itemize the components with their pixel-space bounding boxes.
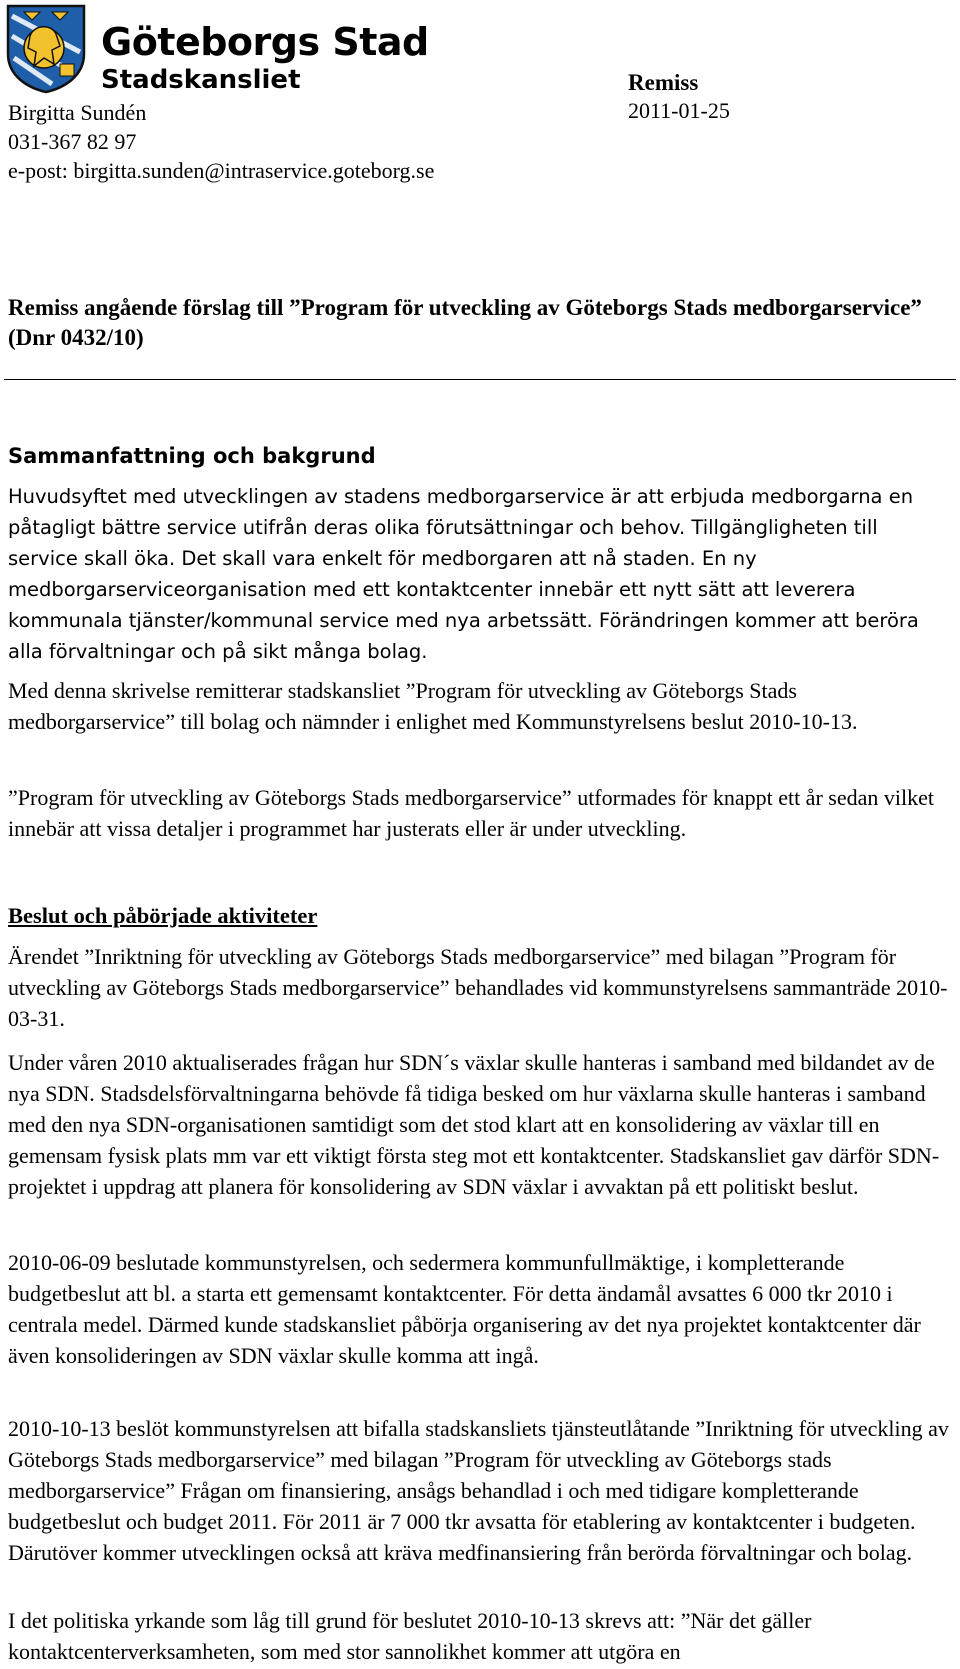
paragraph: Med denna skrivelse remitterar stadskansliet ”Program för utveckling av Göteborgs Stads medborgarservice” till bolag och nämnder i enlighet med Kommunstyrelsens beslut 2010-10-13. [8,678,858,734]
section-heading-decisions: Beslut och påbörjade aktiviteter [8,903,318,928]
paragraph: ”Program för utveckling av Göteborgs Stads medborgarservice” utformades för knappt ett år sedan vilket innebär att vissa detaljer i programmet har justerats eller är under utveckling. [8,785,934,841]
paragraph: Ärendet ”Inriktning för utveckling av Göteborgs Stads medborgarservice” med bilagan ”Program för utveckling av Göteborgs Stads medborgarservice” behandlades vid kommunstyrelsens sammanträde 2010-03-31. [8,944,948,1031]
section-heading-summary: Sammanfattning och bakgrund [8,444,376,468]
sender-block [8,98,434,185]
document-type: Remiss [628,70,699,95]
sender-email: e-post: birgitta.sunden@intraservice.goteborg.se [8,158,435,183]
org-name: Göteborgs Stad [101,20,429,64]
summary-paragraph: Huvudsyftet med utvecklingen av stadens medborgarservice är att erbjuda medborgarna en påtagligt bättre service utifrån deras olika förutsättningar och behov. Tillgängligheten till service skall öka. Det skall vara enkelt för medborgaren att nå staden. En ny medborgarserviceorganisation med ett kontaktcenter innebär ett nytt sätt att leverera kommunala tjänster/kommunal service med nya arbetssätt. Förändringen kommer att beröra alla förvaltningar och på sikt många bolag. [8,485,919,663]
paragraph: I det politiska yrkande som låg till grund för beslutet 2010-10-13 skrevs att: ”När det gäller kontaktcenterverksamheten, som med stor sannolikhet kommer att utgöra en [8,1608,812,1664]
letterhead-logo [4,2,429,97]
sender-phone: 031-367 82 97 [8,129,137,154]
paragraph: 2010-06-09 beslutade kommunstyrelsen, och sedermera kommunfullmäktige, i kompletterande budgetbeslut att bl. a starta ett gemensamt kontaktcenter. För detta ändamål avsattes 6 000 tkr 2010 i centrala medel. Därmed kunde stadskansliet påbörja organisering av det nya projektet kontaktcenter där även konsolideringen av SDN växlar skulle komma att ingå. [8,1250,921,1368]
paragraph: 2010-10-13 beslöt kommunstyrelsen att bifalla stadskansliets tjänsteutlåtande ”Inriktning för utveckling av Göteborgs Stads medborgarservice” med bilagan ”Program för utveckling av Göteborgs stads medborgarservice” Frågan om finansiering, ansågs behandlad i och med tidigare kompletterande budgetbeslut och budget 2011. För 2011 är 7 000 tkr avsatta för etablering av kontaktcenter i budgeten. Därutöver kommer utvecklingen också att kräva medfinansiering från berörda förvaltningar och bolag. [8,1416,949,1565]
dept-name: Stadskansliet [101,65,301,95]
document-date: 2011-01-25 [628,98,730,123]
title-divider [4,379,956,380]
city-coat-of-arms-icon [4,2,88,94]
sender-name: Birgitta Sundén [8,100,147,125]
letterhead-text [101,20,429,94]
document-title: Remiss angående förslag till ”Program för utveckling av Göteborgs Stads medborgarservice” (Dnr 0432/10) [8,295,922,350]
paragraph: Under våren 2010 aktualiserades frågan hur SDN´s växlar skulle hanteras i samband med bildandet av de nya SDN. Stadsdelsförvaltningarna behövde få tidiga besked om hur växlarna skulle hanteras i samband med den nya SDN-organisationen samtidigt som det stod klart att en konsolidering av växlar till en gemensam fysisk plats mm var ett viktigt första steg mot ett kontaktcenter. Stadskansliet gav därför SDN-projektet i uppdrag att planera för konsolidering av SDN växlar i avvaktan på ett politiskt beslut. [8,1050,940,1199]
